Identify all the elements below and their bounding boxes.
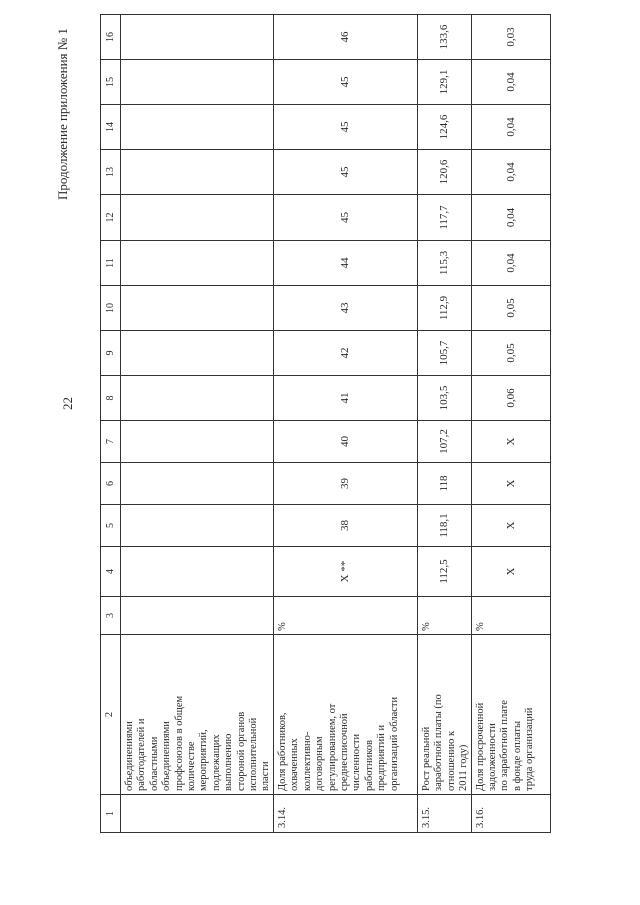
value-cell: 0,04 bbox=[471, 241, 550, 286]
value-cell: 40 bbox=[273, 421, 417, 463]
value-cell: X bbox=[471, 547, 550, 597]
value-cell: 41 bbox=[273, 376, 417, 421]
unit-cell: % bbox=[471, 597, 550, 635]
value-cell: X bbox=[471, 421, 550, 463]
row-number bbox=[121, 795, 274, 833]
table-header-row bbox=[101, 15, 121, 833]
column-header: 3 bbox=[101, 597, 121, 635]
unit-cell: % bbox=[273, 597, 417, 635]
value-cell bbox=[121, 241, 274, 286]
value-cell: 120,6 bbox=[417, 150, 471, 195]
value-cell: 117,7 bbox=[417, 195, 471, 241]
value-cell: 0,04 bbox=[471, 60, 550, 105]
value-cell bbox=[121, 505, 274, 547]
value-cell: 42 bbox=[273, 331, 417, 376]
value-cell: 129,1 bbox=[417, 60, 471, 105]
value-cell: 112,5 bbox=[417, 547, 471, 597]
appendix-continuation-note: Продолжение приложения № 1 bbox=[55, 28, 70, 200]
indicator-name: Рост реальной заработной платы (по отношению к 2011 году) bbox=[417, 635, 471, 795]
value-cell: 45 bbox=[273, 60, 417, 105]
column-header: 9 bbox=[101, 331, 121, 376]
value-cell: 46 bbox=[273, 15, 417, 60]
value-cell: 43 bbox=[273, 286, 417, 331]
value-cell: 45 bbox=[273, 150, 417, 195]
value-cell: 44 bbox=[273, 241, 417, 286]
value-cell bbox=[121, 105, 274, 150]
table-row bbox=[273, 15, 417, 833]
column-header: 5 bbox=[101, 505, 121, 547]
table-row bbox=[417, 15, 471, 833]
value-cell: 0,06 bbox=[471, 376, 550, 421]
value-cell: 133,6 bbox=[417, 15, 471, 60]
value-cell: 103,5 bbox=[417, 376, 471, 421]
value-cell bbox=[121, 195, 274, 241]
value-cell: 107,2 bbox=[417, 421, 471, 463]
indicator-name: объединениями работодателей и областными объединениями профсоюзов в общем количестве мероприятий, подлежащих выполнению стороной органов исполнительной власти bbox=[121, 635, 274, 795]
indicators-table bbox=[100, 14, 551, 833]
table-row bbox=[121, 15, 274, 833]
value-cell bbox=[121, 286, 274, 331]
value-cell bbox=[121, 376, 274, 421]
unit-cell bbox=[121, 597, 274, 635]
value-cell bbox=[121, 150, 274, 195]
value-cell: X ** bbox=[273, 547, 417, 597]
value-cell: 45 bbox=[273, 195, 417, 241]
column-header: 4 bbox=[101, 547, 121, 597]
value-cell bbox=[121, 15, 274, 60]
column-header: 1 bbox=[101, 795, 121, 833]
column-header: 13 bbox=[101, 150, 121, 195]
row-number: 3.15. bbox=[417, 795, 471, 833]
value-cell: 118 bbox=[417, 463, 471, 505]
value-cell bbox=[121, 421, 274, 463]
value-cell: 39 bbox=[273, 463, 417, 505]
value-cell bbox=[121, 60, 274, 105]
column-header: 2 bbox=[101, 635, 121, 795]
indicator-name: Доля просроченной задолженности по заработной плате в фонде оплаты труда организаций bbox=[471, 635, 550, 795]
value-cell: 118,1 bbox=[417, 505, 471, 547]
value-cell: 115,3 bbox=[417, 241, 471, 286]
value-cell: 45 bbox=[273, 105, 417, 150]
value-cell: 112,9 bbox=[417, 286, 471, 331]
value-cell: 0,05 bbox=[471, 331, 550, 376]
column-header: 12 bbox=[101, 195, 121, 241]
value-cell: 0,04 bbox=[471, 105, 550, 150]
value-cell bbox=[121, 331, 274, 376]
value-cell: X bbox=[471, 463, 550, 505]
unit-cell: % bbox=[417, 597, 471, 635]
value-cell bbox=[121, 463, 274, 505]
column-header: 10 bbox=[101, 286, 121, 331]
column-header: 16 bbox=[101, 15, 121, 60]
value-cell: 124,6 bbox=[417, 105, 471, 150]
column-header: 8 bbox=[101, 376, 121, 421]
table-row bbox=[471, 15, 550, 833]
column-header: 14 bbox=[101, 105, 121, 150]
value-cell bbox=[121, 547, 274, 597]
column-header: 11 bbox=[101, 241, 121, 286]
value-cell: 0,04 bbox=[471, 150, 550, 195]
value-cell: 0,04 bbox=[471, 195, 550, 241]
row-number: 3.16. bbox=[471, 795, 550, 833]
column-header: 6 bbox=[101, 463, 121, 505]
value-cell: 38 bbox=[273, 505, 417, 547]
value-cell: 105,7 bbox=[417, 331, 471, 376]
value-cell: 0,03 bbox=[471, 15, 550, 60]
column-header: 15 bbox=[101, 60, 121, 105]
value-cell: X bbox=[471, 505, 550, 547]
row-number: 3.14. bbox=[273, 795, 417, 833]
page-number: 22 bbox=[60, 397, 75, 410]
indicator-name: Доля работников, охваченных коллективно- договорным регулированием, от среднесписочной численности работников предприятий и организаций области bbox=[273, 635, 417, 795]
value-cell: 0,05 bbox=[471, 286, 550, 331]
column-header: 7 bbox=[101, 421, 121, 463]
